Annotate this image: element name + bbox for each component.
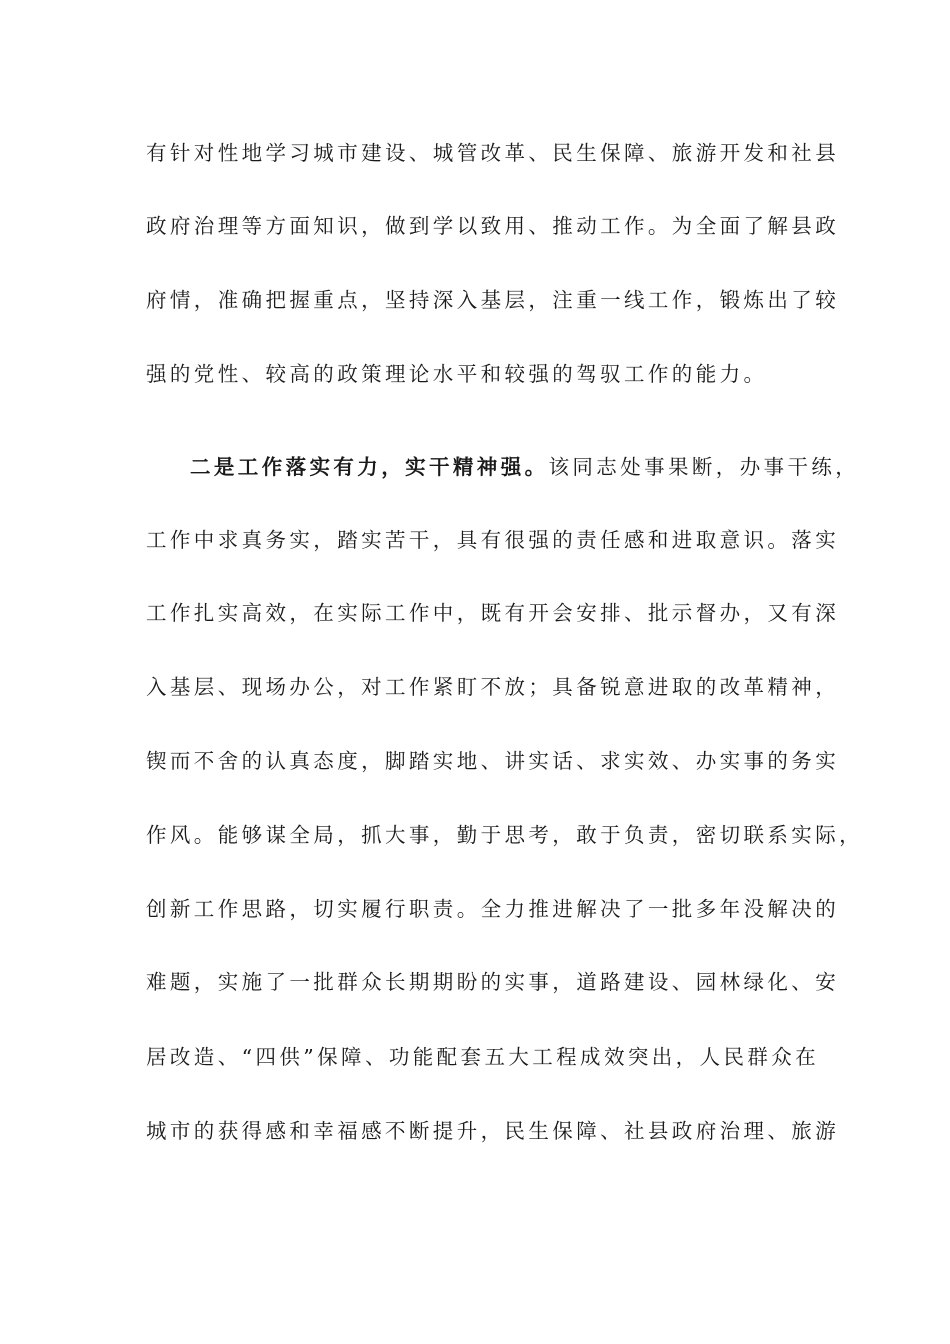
paragraph2-line-5: 作风。能够谋全局，抓大事，勤于思考，敢于负责，密切联系实际， <box>146 823 863 847</box>
paragraph2-line-6: 创新工作思路，切实履行职责。全力推进解决了一批多年没解决的 <box>146 897 840 921</box>
paragraph1-line-4: 强的党性、较高的政策理论水平和较强的驾驭工作的能力。 <box>146 362 768 386</box>
paragraph2-line-8: 居改造、“四供”保障、功能配套五大工程成效突出，人民群众在 <box>146 1045 820 1069</box>
paragraph2-heading: 二是工作落实有力，实干精神强。 <box>190 455 549 479</box>
paragraph2-lead-text: 该同志处事果断，办事干练， <box>548 455 860 479</box>
paragraph2-line-1: 工作中求真务实，踏实苦干，具有很强的责任感和进取意识。落实 <box>146 528 840 552</box>
paragraph2-line-3: 入基层、现场办公，对工作紧盯不放；具备锐意进取的改革精神， <box>146 675 840 699</box>
paragraph2-line-7: 难题，实施了一批群众长期期盼的实事，道路建设、园林绿化、安 <box>146 970 840 994</box>
paragraph1-line-3: 府情，准确把握重点，坚持深入基层，注重一线工作，锻炼出了较 <box>146 288 840 312</box>
paragraph2-line-4: 锲而不舍的认真态度，脚踏实地、讲实话、求实效、办实事的务实 <box>146 749 840 773</box>
paragraph2-line-9: 城市的获得感和幸福感不断提升，民生保障、社县政府治理、旅游 <box>146 1119 840 1143</box>
paragraph2-line-2: 工作扎实高效，在实际工作中，既有开会安排、批示督办，又有深 <box>146 601 840 625</box>
paragraph2-lead-line <box>190 453 860 481</box>
paragraph1-line-1: 有针对性地学习城市建设、城管改革、民生保障、旅游开发和社县 <box>146 141 840 165</box>
paragraph1-line-2: 政府治理等方面知识，做到学以致用、推动工作。为全面了解县政 <box>146 214 840 238</box>
